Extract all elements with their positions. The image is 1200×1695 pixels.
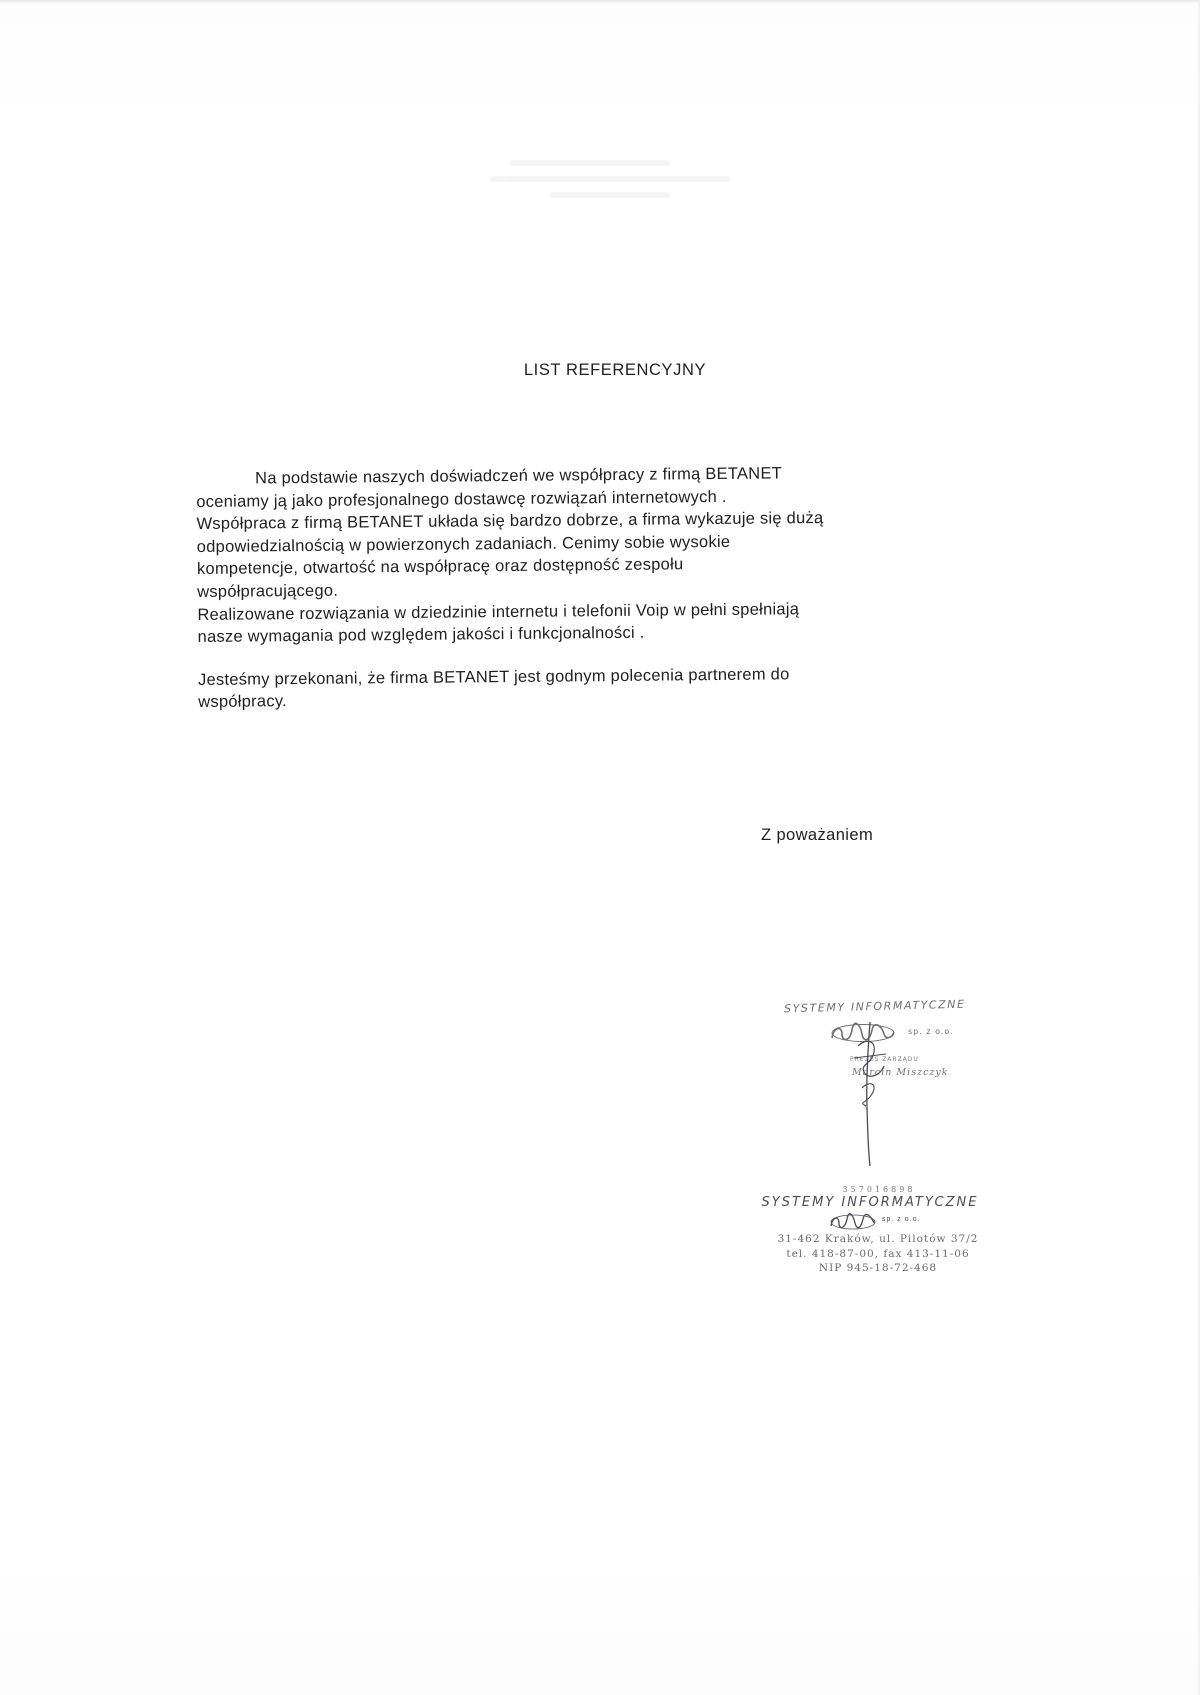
handwritten-signature <box>840 1018 900 1168</box>
closing-salutation: Z poważaniem <box>761 826 874 844</box>
body-line: nasze wymagania pod względem jakości i funkcjonalności . <box>197 623 645 647</box>
body-line: Realizowane rozwiązania w dziedzinie internetu i telefonii Voip w pełni spełniają <box>197 599 800 624</box>
signature-stamp-role: PREZES ZARZĄDU <box>850 1056 919 1063</box>
signature-stamp-company: SYSTEMY INFORMATYCZNE <box>783 997 966 1016</box>
body-line: kompetencje, otwartość na współpracę oraz dostępność zespołu <box>196 555 684 579</box>
conclusion-line: Jesteśmy przekonani, że firma BETANET jest godnym polecenia partnerem do <box>197 665 790 689</box>
signature-stamp-person: Marcin Miszczyk <box>852 1067 949 1078</box>
faint-letterhead-mark <box>490 150 810 230</box>
body-line: Współpraca z firmą BETANET układa się bardzo dobrze, a firma wykazuje się dużą <box>196 509 824 534</box>
company-logo-icon <box>828 1213 878 1231</box>
company-stamp-address: 31-462 Kraków, ul. Pilotów 37/2 <box>777 1233 979 1245</box>
company-stamp-phone: tel. 418-87-00, fax 413-11-06 <box>786 1247 970 1260</box>
company-stamp-name: SYSTEMY INFORMATYCZNE <box>761 1195 979 1210</box>
company-stamp-nip: NIP 945-18-72-468 <box>818 1262 938 1274</box>
company-stamp-regon: 357016898 <box>842 1185 916 1194</box>
signature-stamp <box>780 997 1020 1160</box>
body-line: oceniamy ją jako profesjonalnego dostawcę rozwiązań internetowych . <box>196 487 727 511</box>
body-line: współpracującego. <box>197 581 339 601</box>
letter-body <box>196 460 1058 714</box>
company-stamp-suffix: sp. z o.o. <box>882 1216 921 1223</box>
company-stamp-logo-row <box>730 1212 1010 1232</box>
document-title: LIST REFERENCYJNY <box>523 361 707 379</box>
company-stamp <box>730 1185 1010 1305</box>
scan-edge-top <box>0 0 1200 4</box>
conclusion-line: współpracy. <box>198 692 287 712</box>
signature-stamp-suffix: sp. z o.o. <box>908 1027 954 1036</box>
body-line: odpowiedzialnością w powierzonych zadaniach. Cenimy sobie wysokie <box>196 532 731 556</box>
body-line: Na podstawie naszych doświadczeń we współpracy z firmą BETANET <box>255 464 783 488</box>
